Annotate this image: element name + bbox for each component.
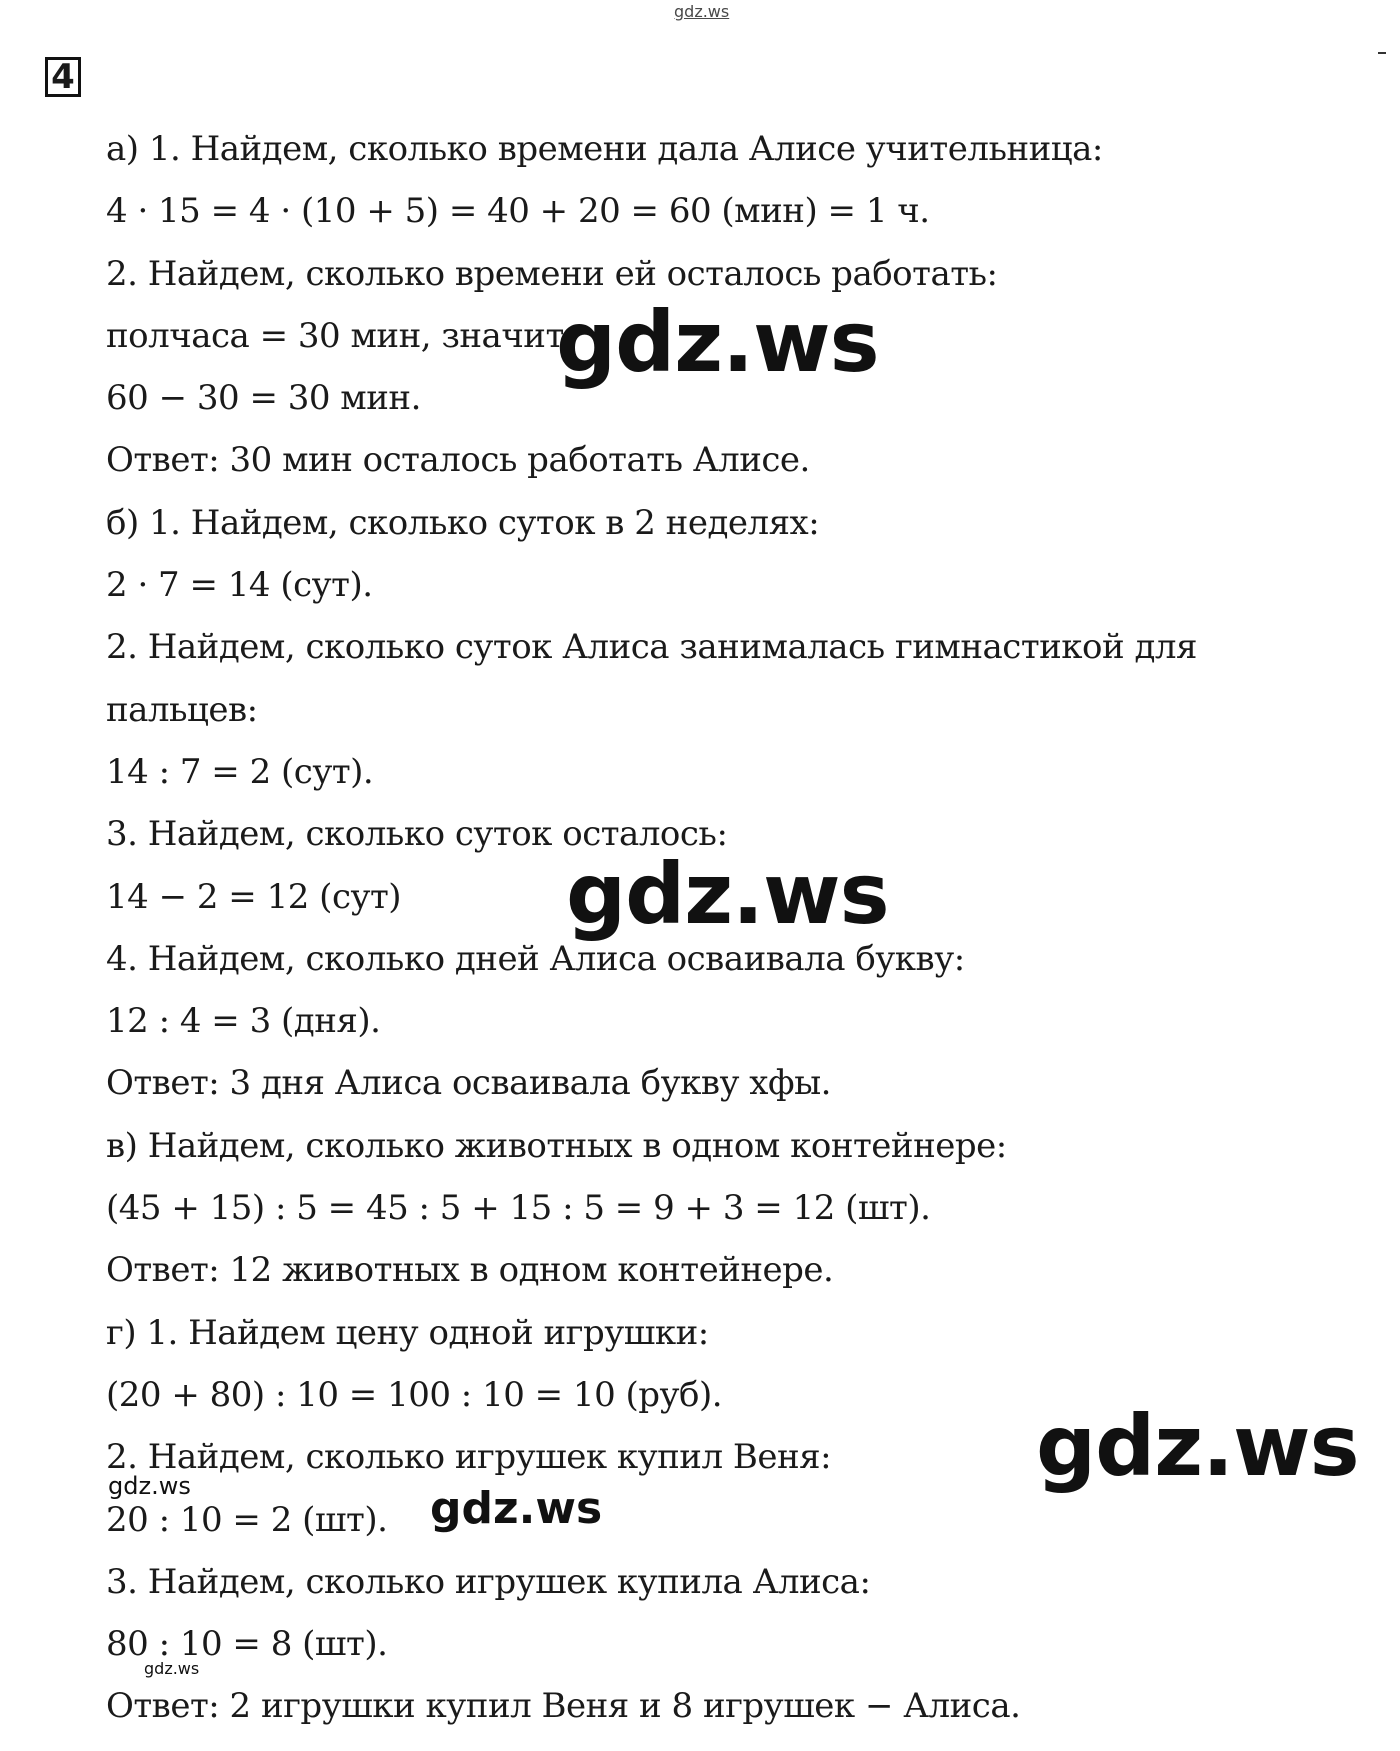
watermark-large: gdz.ws xyxy=(566,845,889,943)
text-line: 14 : 7 = 2 (сут). xyxy=(106,751,374,792)
text-line: 2 · 7 = 14 (сут). xyxy=(106,565,373,606)
answer-line: Ответ: 3 дня Алиса осваивала букву хфы. xyxy=(106,1063,831,1104)
watermark-small: gdz.ws xyxy=(144,1659,200,1678)
text-line: 12 : 4 = 3 (дня). xyxy=(106,1001,381,1042)
text-line: 3. Найдем, сколько игрушек купила Алиса: xyxy=(106,1561,871,1602)
answer-line: Ответ: 12 животных в одном контейнере. xyxy=(106,1250,834,1291)
corner-mark xyxy=(1378,52,1386,54)
watermark-large: gdz.ws xyxy=(556,293,879,391)
text-line: 2. Найдем, сколько времени ей осталось работать: xyxy=(106,253,998,294)
task-number-box: 4 xyxy=(45,57,81,97)
watermark-large: gdz.ws xyxy=(1036,1397,1359,1495)
text-line: 20 : 10 = 2 (шт). xyxy=(106,1499,388,1540)
text-line: б) 1. Найдем, сколько суток в 2 неделях: xyxy=(106,502,820,543)
text-line: полчаса = 30 мин, значит xyxy=(106,315,564,356)
text-line: 2. Найдем, сколько суток Алиса занималась гимнастикой для xyxy=(106,627,1197,668)
text-line: г) 1. Найдем цену одной игрушки: xyxy=(106,1312,709,1353)
text-line: 4. Найдем, сколько дней Алиса осваивала букву: xyxy=(106,938,965,979)
text-line: 3. Найдем, сколько суток осталось: xyxy=(106,814,728,855)
watermark-medium: gdz.ws xyxy=(430,1483,603,1534)
text-line: 14 − 2 = 12 (сут) xyxy=(106,876,402,917)
text-line: 2. Найдем, сколько игрушек купил Веня: xyxy=(106,1437,832,1478)
watermark-top: gdz.ws xyxy=(674,2,730,21)
answer-line: Ответ: 30 мин осталось работать Алисе. xyxy=(106,440,810,481)
text-line: (45 + 15) : 5 = 45 : 5 + 15 : 5 = 9 + 3 = 12 (шт). xyxy=(106,1188,931,1229)
text-line: 60 − 30 = 30 мин. xyxy=(106,378,421,419)
text-line: а) 1. Найдем, сколько времени дала Алисе учительница: xyxy=(106,129,1103,169)
answer-line: Ответ: 2 игрушки купил Веня и 8 игрушек − Алиса. xyxy=(106,1686,1021,1727)
text-line: 80 : 10 = 8 (шт). xyxy=(106,1624,388,1665)
text-line: в) Найдем, сколько животных в одном контейнере: xyxy=(106,1125,1007,1166)
watermark-small: gdz.ws xyxy=(108,1472,191,1500)
text-line: (20 + 80) : 10 = 100 : 10 = 10 (руб). xyxy=(106,1374,723,1415)
text-line: пальцев: xyxy=(106,689,258,730)
text-line: 4 · 15 = 4 · (10 + 5) = 40 + 20 = 60 (мин) = 1 ч. xyxy=(106,191,930,232)
